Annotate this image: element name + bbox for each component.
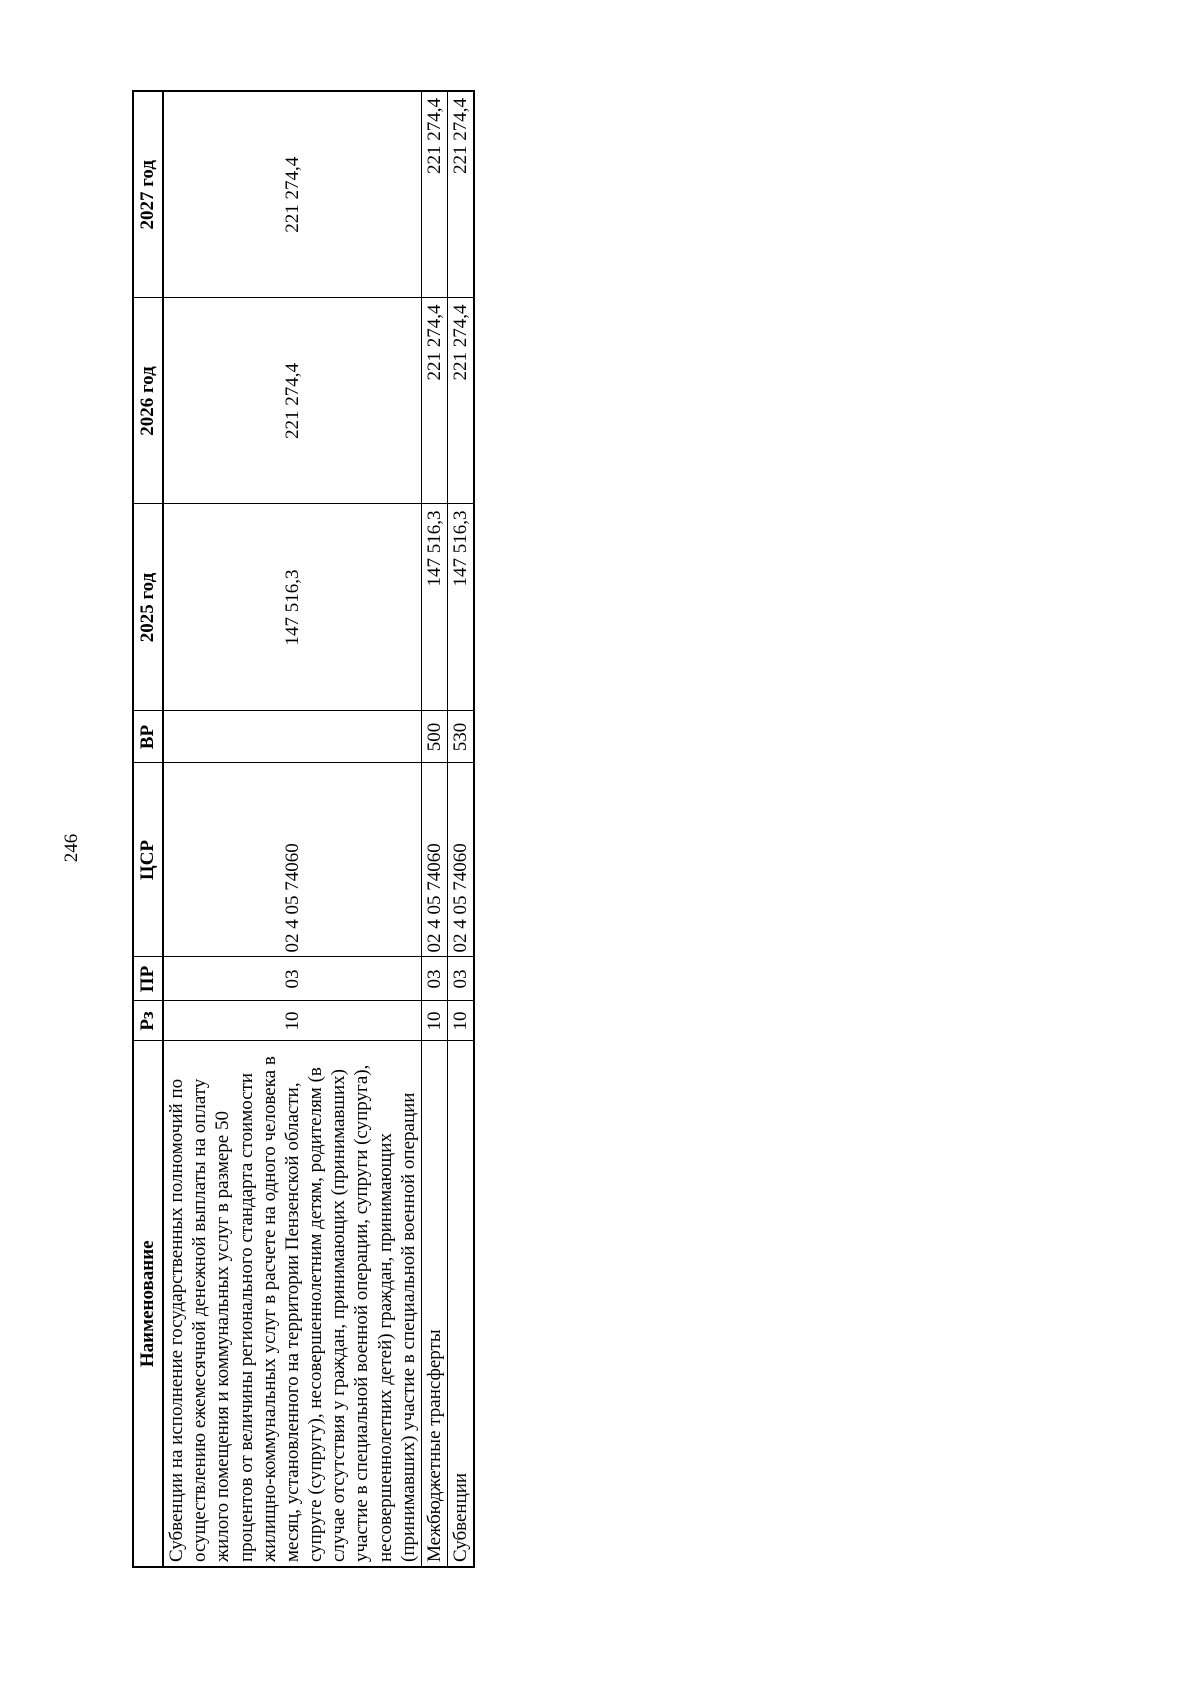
header-2026: 2026 год	[133, 298, 163, 504]
header-name: Наименование	[133, 1041, 163, 1567]
rotated-page-content	[132, 92, 1068, 1568]
row-2027: 221 274,4	[163, 91, 421, 298]
row-2026: 221 274,4	[448, 298, 475, 504]
page-number: 246	[61, 833, 82, 863]
row-rz: 10	[421, 1001, 447, 1041]
row-csr: 02 4 05 74060	[448, 763, 475, 957]
row-pr: 03	[421, 957, 447, 1001]
table-row	[448, 91, 475, 1567]
row-vr: 500	[421, 711, 447, 763]
header-pr: ПР	[133, 957, 163, 1001]
header-csr: ЦСР	[133, 763, 163, 957]
row-csr: 02 4 05 74060	[163, 763, 421, 957]
row-vr	[163, 711, 421, 763]
header-2025: 2025 год	[133, 504, 163, 711]
row-2025: 147 516,3	[421, 504, 447, 711]
header-vr: ВР	[133, 711, 163, 763]
row-2025: 147 516,3	[163, 504, 421, 711]
row-pr: 03	[163, 957, 421, 1001]
row-2026: 221 274,4	[421, 298, 447, 504]
row-name: Субвенции на исполнение государственных полномочий по осуществлению ежемесячной денежной выплаты на оплату жилого помещения и коммунальных услуг в размере 50 процентов от величины регионального стандарта стоимости жилищно-коммунальных услуг в расчете на одного человека в месяц, установленного на территории Пензенской области, супруге (супругу), несовершеннолетним детям, родителям (в случае отсутствия у граждан, принимающих (принимавших) участие в специальной военной операции, супруги (супруга), несовершеннолетних детей) граждан, принимающих (принимавших) участие в специальной военной операции	[163, 1041, 421, 1567]
table-row	[163, 91, 421, 1567]
budget-table	[132, 90, 475, 1568]
row-csr: 02 4 05 74060	[421, 763, 447, 957]
table-header-row	[133, 91, 163, 1567]
header-2027: 2027 год	[133, 91, 163, 298]
table-row	[421, 91, 447, 1567]
row-name: Субвенции	[448, 1041, 475, 1567]
header-rz: Рз	[133, 1001, 163, 1041]
row-2027: 221 274,4	[421, 91, 447, 298]
row-2027: 221 274,4	[448, 91, 475, 298]
row-vr: 530	[448, 711, 475, 763]
row-rz: 10	[448, 1001, 475, 1041]
row-pr: 03	[448, 957, 475, 1001]
row-2026: 221 274,4	[163, 298, 421, 504]
row-rz: 10	[163, 1001, 421, 1041]
row-name: Межбюджетные трансферты	[421, 1041, 447, 1567]
row-2025: 147 516,3	[448, 504, 475, 711]
